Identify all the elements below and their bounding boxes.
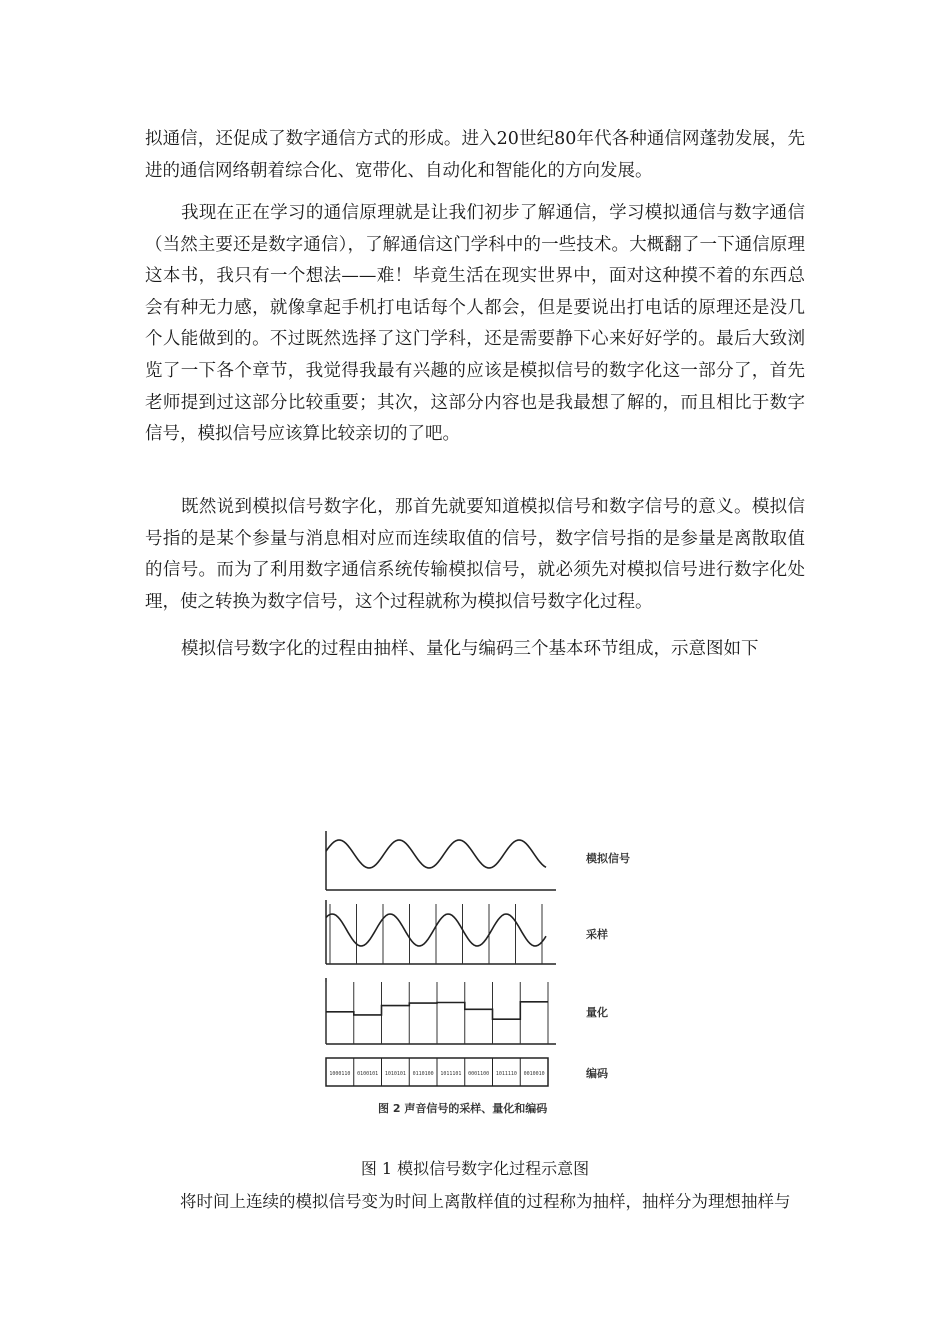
analog-waveform <box>326 840 546 868</box>
paragraph-5: 将时间上连续的模拟信号变为时间上离散样值的过程称为抽样，抽样分为理想抽样与 <box>180 1192 791 1211</box>
paragraph-2: 我现在正在学习的通信原理就是让我们初步了解通信，学习模拟通信与数字通信（当然主要还是数字通信），了解通信这门学科中的一些技术。大概翻了一下通信原理这本书，我只有一个想法——难！毕竟生活在现实世界中，面对这种摸不着的东西总会有种无力感，就像拿起手机打电话每个人都会，但是要说出打电话的原理还是没几个人能做到的。不过既然选择了这门学科，还是需要静下心来好好学的。最后大致浏览了一下各个章节，我觉得我最有兴趣的应该是模拟信号的数字化这一部分了，首先老师提到过这部分比较重要；其次，这部分内容也是我最想了解的，而且相比于数字信号，模拟信号应该算比较亲切的了吧。 <box>145 203 805 445</box>
code-word: 1011101 <box>440 1071 462 1077</box>
digitization-diagram <box>318 826 658 1126</box>
digitization-figure <box>318 826 658 1126</box>
code-word: 0001100 <box>468 1071 490 1077</box>
label-quantize: 量化 <box>586 1006 608 1019</box>
paragraph-3: 既然说到模拟信号数字化，那首先就要知道模拟信号和数字信号的意义。模拟信号指的是某个参量与消息相对应而连续取值的信号，数字信号指的是参量是离散取值的信号。而为了利用数字通信系统传输模拟信号，就必须先对模拟信号进行数字化处理，使之转换为数字信号，这个过程就称为模拟信号数字化过程。 <box>145 497 805 612</box>
analog-panel <box>326 831 556 890</box>
code-row <box>326 1058 548 1086</box>
figure-caption: 图 1 模拟信号数字化过程示意图 <box>360 1159 590 1178</box>
label-encode: 编码 <box>586 1067 608 1080</box>
code-word: 0010010 <box>523 1071 545 1077</box>
paragraph-4: 模拟信号数字化的过程由抽样、量化与编码三个基本环节组成，示意图如下 <box>181 639 759 659</box>
code-word: 1011110 <box>495 1071 517 1077</box>
code-word: 1010101 <box>384 1071 406 1077</box>
label-sampling: 采样 <box>586 928 608 941</box>
figure-inner-caption: 图 2 声音信号的采样、量化和编码 <box>378 1102 548 1115</box>
code-word: 0100101 <box>357 1071 379 1077</box>
code-word: 1000110 <box>329 1071 351 1077</box>
label-analog: 模拟信号 <box>586 852 630 865</box>
sampling-panel <box>326 900 556 964</box>
quantize-panel <box>326 978 556 1044</box>
paragraph-1: 拟通信，还促成了数字通信方式的形成。进入20世纪80年代各种通信网蓬勃发展，先进的通信网络朝着综合化、宽带化、自动化和智能化的方向发展。 <box>145 129 805 181</box>
quantize-grid <box>326 982 548 1044</box>
code-word: 0110100 <box>412 1071 434 1077</box>
sample-lines <box>330 904 542 964</box>
